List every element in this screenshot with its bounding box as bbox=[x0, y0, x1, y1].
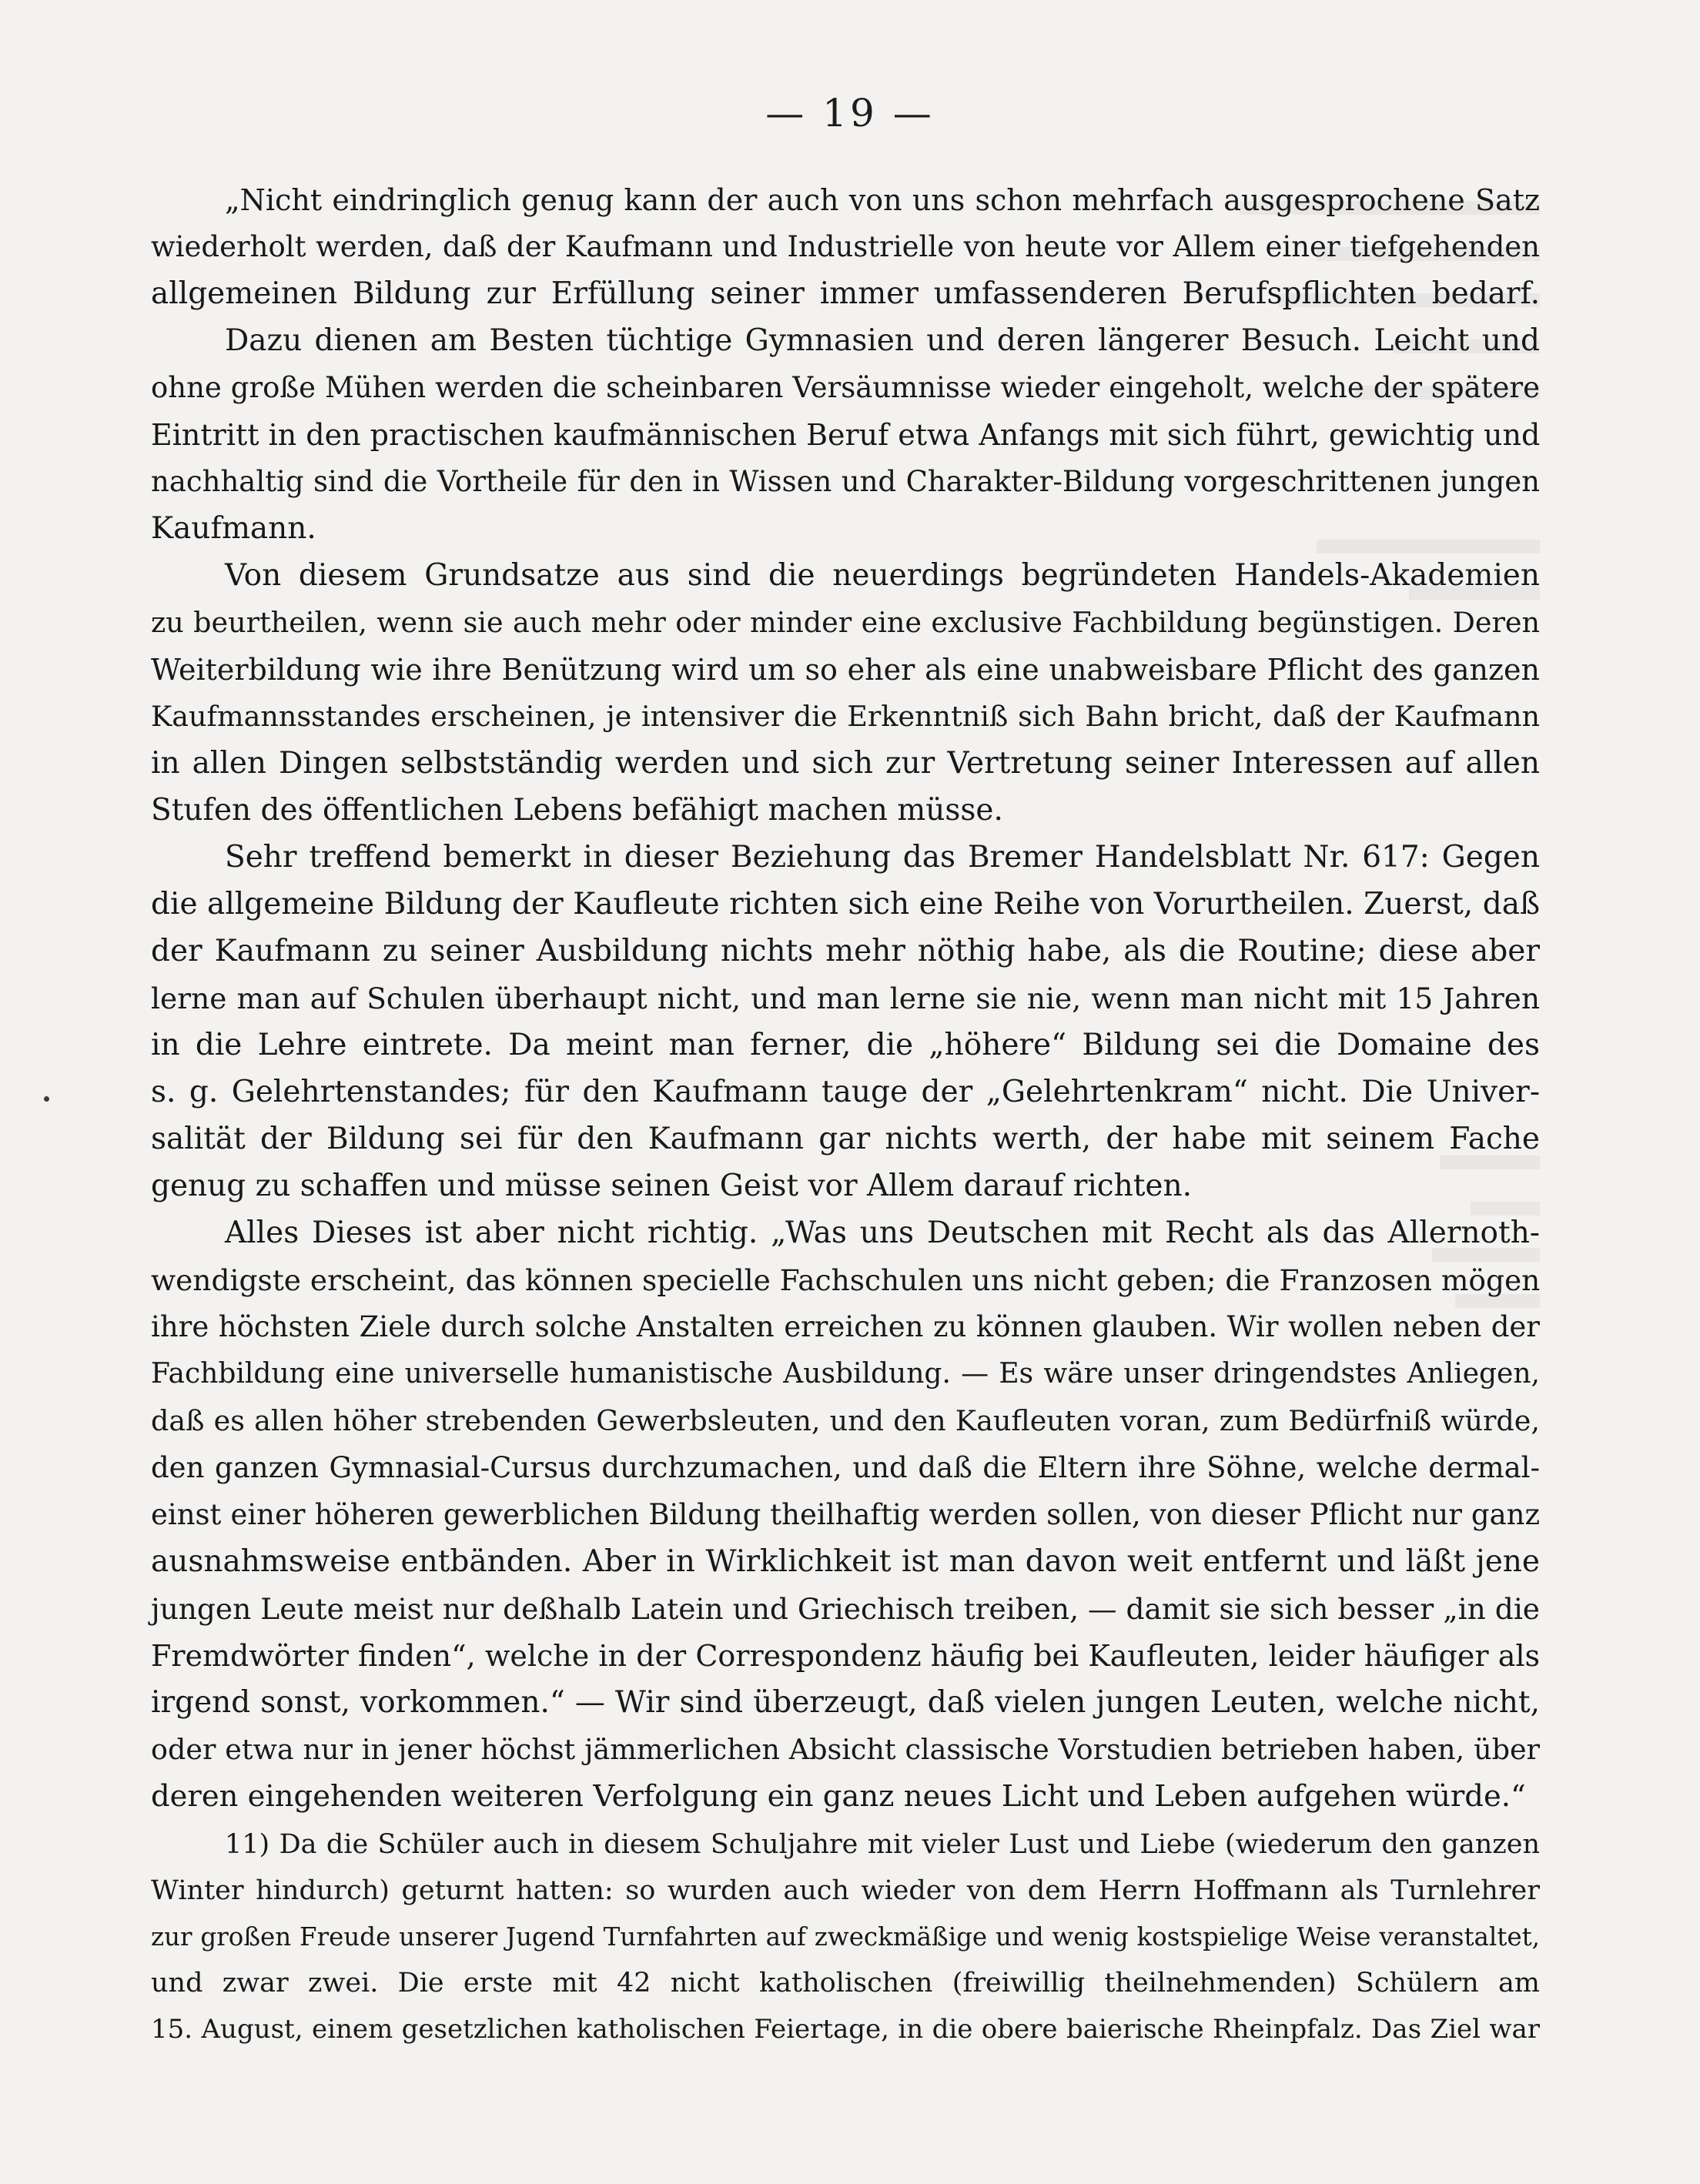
text-line: Kaufmannsstandes erscheinen, je intensiver die Erkenntniß sich Bahn bricht, daß der Kaufmann bbox=[151, 700, 1540, 733]
text-line: wiederholt werden, daß der Kaufmann und Industrielle von heute vor Allem einer tiefgehenden bbox=[151, 230, 1540, 263]
text-line: den ganzen Gymnasial-Cursus durchzumachen, und daß die Eltern ihre Söhne, welche dermal- bbox=[151, 1451, 1540, 1484]
text-line: deren eingehenden weiteren Verfolgung ein ganz neues Licht und Leben aufgehen würde.“ bbox=[151, 1779, 1526, 1814]
text-line: wendigste erscheint, das können specielle Fachschulen uns nicht geben; die Franzosen mögen bbox=[151, 1263, 1541, 1297]
text-line: 15. August, einem gesetzlichen katholischen Feiertage, in die obere baierische Rheinpfalz. Das Ziel war bbox=[151, 2014, 1540, 2045]
text-line: Dazu dienen am Besten tüchtige Gymnasien und deren längerer Besuch. Leicht und bbox=[225, 323, 1540, 358]
text-line: und zwar zwei. Die erste mit 42 nicht katholischen (freiwillig theilnehmenden) Schülern am bbox=[151, 1968, 1540, 1998]
text-line: Stufen des öffentlichen Lebens befähigt machen müsse. bbox=[151, 793, 1003, 828]
text-line: Weiterbildung wie ihre Benützung wird um so eher als eine unabweisbare Pflicht des ganzen bbox=[151, 653, 1540, 687]
text-line: Eintritt in den practischen kaufmännischen Beruf etwa Anfangs mit sich führt, gewichtig und bbox=[151, 418, 1541, 452]
text-line: Fremdwörter finden“, welche in der Correspondenz häufig bei Kaufleuten, leider häufiger als bbox=[151, 1639, 1540, 1673]
text-line: zur großen Freude unserer Jugend Turnfahrten auf zweckmäßige und wenig kostspielige Weise veranstaltet, bbox=[151, 1922, 1540, 1952]
text-line: ohne große Mühen werden die scheinbaren Versäumnisse wieder eingeholt, welche der spätere bbox=[151, 371, 1540, 404]
page-number: — 19 — bbox=[765, 91, 935, 135]
text-line: einst einer höheren gewerblichen Bildung theilhaftig werden sollen, von dieser Pflicht nur ganz bbox=[151, 1498, 1540, 1531]
text-line: irgend sonst, vorkommen.“ — Wir sind überzeugt, daß vielen jungen Leuten, welche nicht, bbox=[151, 1685, 1540, 1720]
text-line: s. g. Gelehrtenstandes; für den Kaufmann tauge der „Gelehrtenkram“ nicht. Die Univer- bbox=[151, 1075, 1540, 1109]
text-line: die allgemeine Bildung der Kaufleute richten sich eine Reihe von Vorurtheilen. Zuerst, daß bbox=[151, 887, 1540, 921]
text-line: genug zu schaffen und müsse seinen Geist vor Allem darauf richten. bbox=[151, 1169, 1193, 1203]
text-line: Winter hindurch) geturnt hatten: so wurden auch wieder von dem Herrn Hoffmann als Turnlehrer bbox=[151, 1875, 1540, 1906]
text-line: Fachbildung eine universelle humanistische Ausbildung. — Es wäre unser dringendstes Anliegen, bbox=[151, 1358, 1540, 1390]
margin-mark bbox=[44, 1096, 49, 1102]
text-line: jungen Leute meist nur deßhalb Latein und Griechisch treiben, — damit sie sich besser „in die bbox=[151, 1592, 1540, 1626]
text-line: Kaufmann. bbox=[151, 511, 316, 546]
text-line: lerne man auf Schulen überhaupt nicht, und man lerne sie nie, wenn man nicht mit 15 Jahren bbox=[151, 982, 1540, 1015]
text-line: ausnahmsweise entbänden. Aber in Wirklichkeit ist man davon weit entfernt und läßt jene bbox=[151, 1544, 1540, 1579]
text-line: Von diesem Grundsatze aus sind die neuerdings begründeten Handels-Akademien bbox=[225, 558, 1540, 593]
text-line: nachhaltig sind die Vortheile für den in Wissen und Charakter-Bildung vorgeschrittenen jungen bbox=[151, 465, 1540, 498]
text-line: der Kaufmann zu seiner Ausbildung nichts mehr nöthig habe, als die Routine; diese aber bbox=[151, 934, 1540, 968]
text-line: allgemeinen Bildung zur Erfüllung seiner immer umfassenderen Berufspflichten bedarf. bbox=[151, 276, 1540, 311]
text-line: zu beurtheilen, wenn sie auch mehr oder minder eine exclusive Fachbildung begünstigen. Deren bbox=[151, 606, 1540, 639]
text-line: 11) Da die Schüler auch in diesem Schuljahre mit vieler Lust und Liebe (wiederum den ganzen bbox=[225, 1829, 1540, 1860]
text-line: salität der Bildung sei für den Kaufmann gar nichts werth, der habe mit seinem Fache bbox=[151, 1122, 1540, 1156]
text-line: daß es allen höher strebenden Gewerbsleuten, und den Kaufleuten voran, zum Bedürfniß würde, bbox=[151, 1404, 1540, 1437]
text-line: Sehr treffend bemerkt in dieser Beziehung das Bremer Handelsblatt Nr. 617: Gegen bbox=[225, 840, 1540, 875]
text-line: ihre höchsten Ziele durch solche Anstalten erreichen zu können glauben. Wir wollen neben der bbox=[151, 1310, 1540, 1343]
text-line: „Nicht eindringlich genug kann der auch von uns schon mehrfach ausgesprochene Satz bbox=[225, 183, 1540, 217]
text-line: oder etwa nur in jener höchst jämmerlichen Absicht classische Vorstudien betrieben haben, über bbox=[151, 1733, 1540, 1766]
text-line: Alles Dieses ist aber nicht richtig. „Was uns Deutschen mit Recht als das Allernoth- bbox=[225, 1216, 1540, 1250]
text-line: in allen Dingen selbstständig werden und sich zur Vertretung seiner Interessen auf allen bbox=[151, 746, 1540, 781]
text-line: in die Lehre eintrete. Da meint man ferner, die „höhere“ Bildung sei die Domaine des bbox=[151, 1028, 1540, 1062]
